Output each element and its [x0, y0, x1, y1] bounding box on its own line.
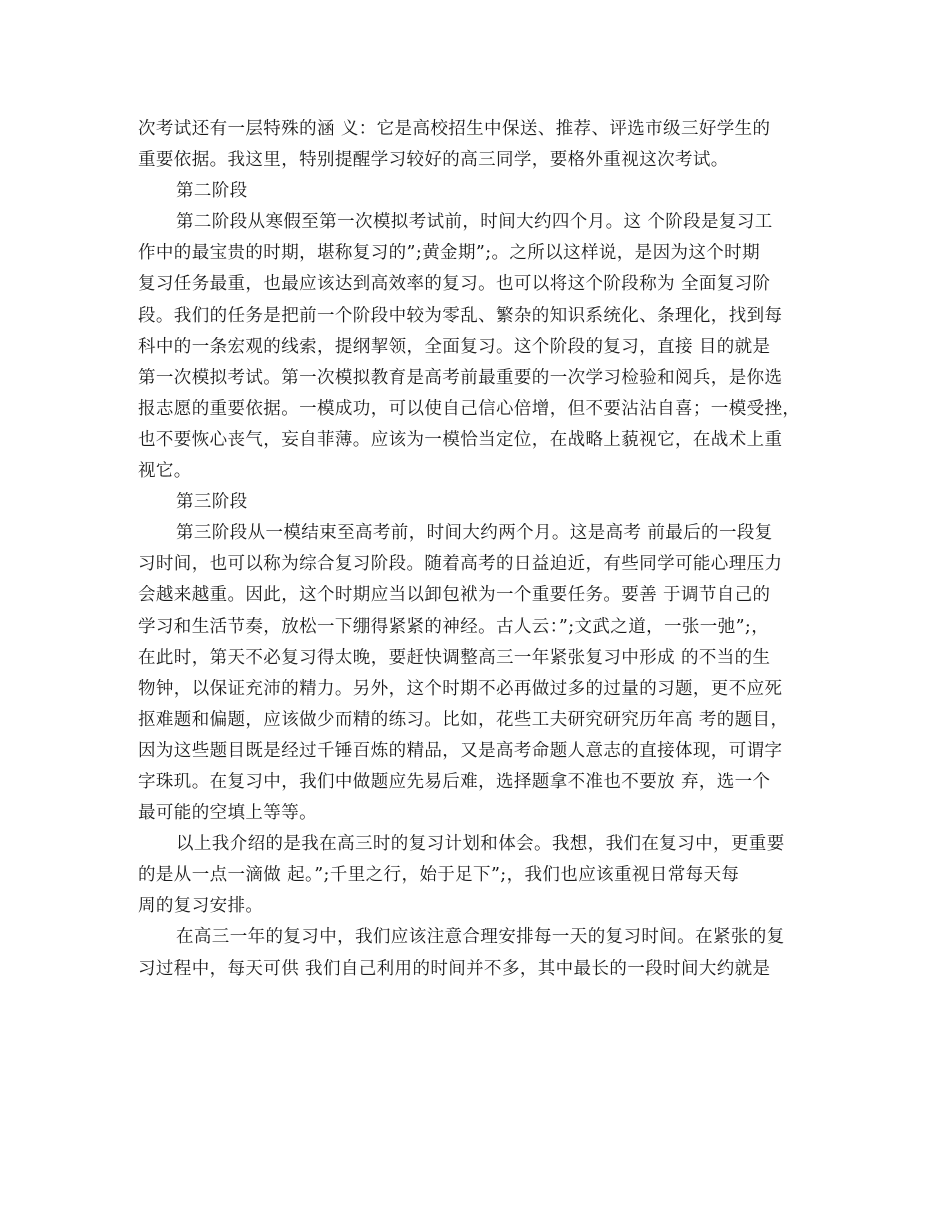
body-line: 也不要恢心丧气，妄自菲薄。应该为一模恰当定位，在战略上藐视它，在战术上重 [138, 429, 783, 450]
body-line: 字珠玑。在复习中，我们中做题应先易后难，选择题拿不准也不要放 弃，选一个 [138, 771, 771, 792]
body-line: 的是从一点一滴做 起。”;千里之行，始于足下”;，我们也应该重视日常每天每 [138, 865, 740, 886]
body-line: 报志愿的重要依据。一模成功，可以使自己信心倍增，但不要沾沾自喜；一模受挫， [138, 398, 801, 419]
body-line: 作中的最宝贵的时期，堪称复习的”;黄金期”;。之所以这样说，是因为这个时期 [138, 243, 760, 264]
body-line: 以上我介绍的是我在高三时的复习计划和体会。我想，我们在复习中，更重要 [176, 834, 785, 855]
body-line: 复习任务最重，也最应该达到高效率的复习。也可以将这个阶段称为 全面复习阶 [138, 274, 771, 295]
section-heading: 第二阶段 [176, 181, 248, 202]
body-line: 第三阶段从一模结束至高考前，时间大约两个月。这是高考 前最后的一段复 [176, 523, 773, 544]
document-body [138, 114, 823, 985]
body-line: 在此时，第天不必复习得太晚，要赶快调整高三一年紧张复习中形成 的不当的生 [138, 647, 771, 668]
body-line: 习过程中，每天可供 我们自己利用的时间并不多，其中最长的一段时间大约就是 [138, 958, 771, 979]
body-line: 重要依据。我这里，特别提醒学习较好的高三同学，要格外重视这次考试。 [138, 150, 729, 171]
body-line: 因为这些题目既是经过千锤百炼的精品，又是高考命题人意志的直接体现，可谓字 [138, 740, 783, 761]
body-line: 抠难题和偏题，应该做少而精的练习。比如，花些工夫研究研究历年高 考的题目， [138, 709, 789, 730]
body-line: 在高三一年的复习中，我们应该注意合理安排每一天的复习时间。在紧张的复 [176, 927, 785, 948]
body-line: 次考试还有一层特殊的涵 义：它是高校招生中保送、推荐、评选市级三好学生的 [138, 119, 771, 139]
body-line: 最可能的空填上等等。 [138, 803, 317, 824]
body-line: 物钟，以保证充沛的精力。另外，这个时期不必再做过多的过量的习题，更不应死 [138, 678, 783, 699]
body-line: 第一次模拟考试。第一次模拟教育是高考前最重要的一次学习检验和阅兵，是你选 [138, 367, 783, 388]
body-line: 段。我们的任务是把前一个阶段中较为零乱、繁杂的知识系统化、条理化，找到每 [138, 305, 783, 326]
body-line: 习时间，也可以称为综合复习阶段。随着高考的日益迫近，有些同学可能心理压力 [138, 554, 783, 575]
body-line: 会越来越重。因此，这个时期应当以卸包袱为一个重要任务。要善 于调节自己的 [138, 585, 771, 606]
body-line: 周的复习安排。 [138, 896, 264, 917]
body-line: 第二阶段从寒假至第一次模拟考试前，时间大约四个月。这 个阶段是复习工 [176, 212, 773, 233]
body-line: 学习和生活节奏，放松一下绷得紧紧的神经。古人云：”;文武之道，一张一弛”;， [138, 616, 770, 637]
section-heading: 第三阶段 [176, 492, 248, 513]
body-line: 科中的一条宏观的线索，提纲挈领，全面复习。这个阶段的复习，直接 目的就是 [138, 336, 771, 357]
body-line: 视它。 [138, 461, 192, 482]
